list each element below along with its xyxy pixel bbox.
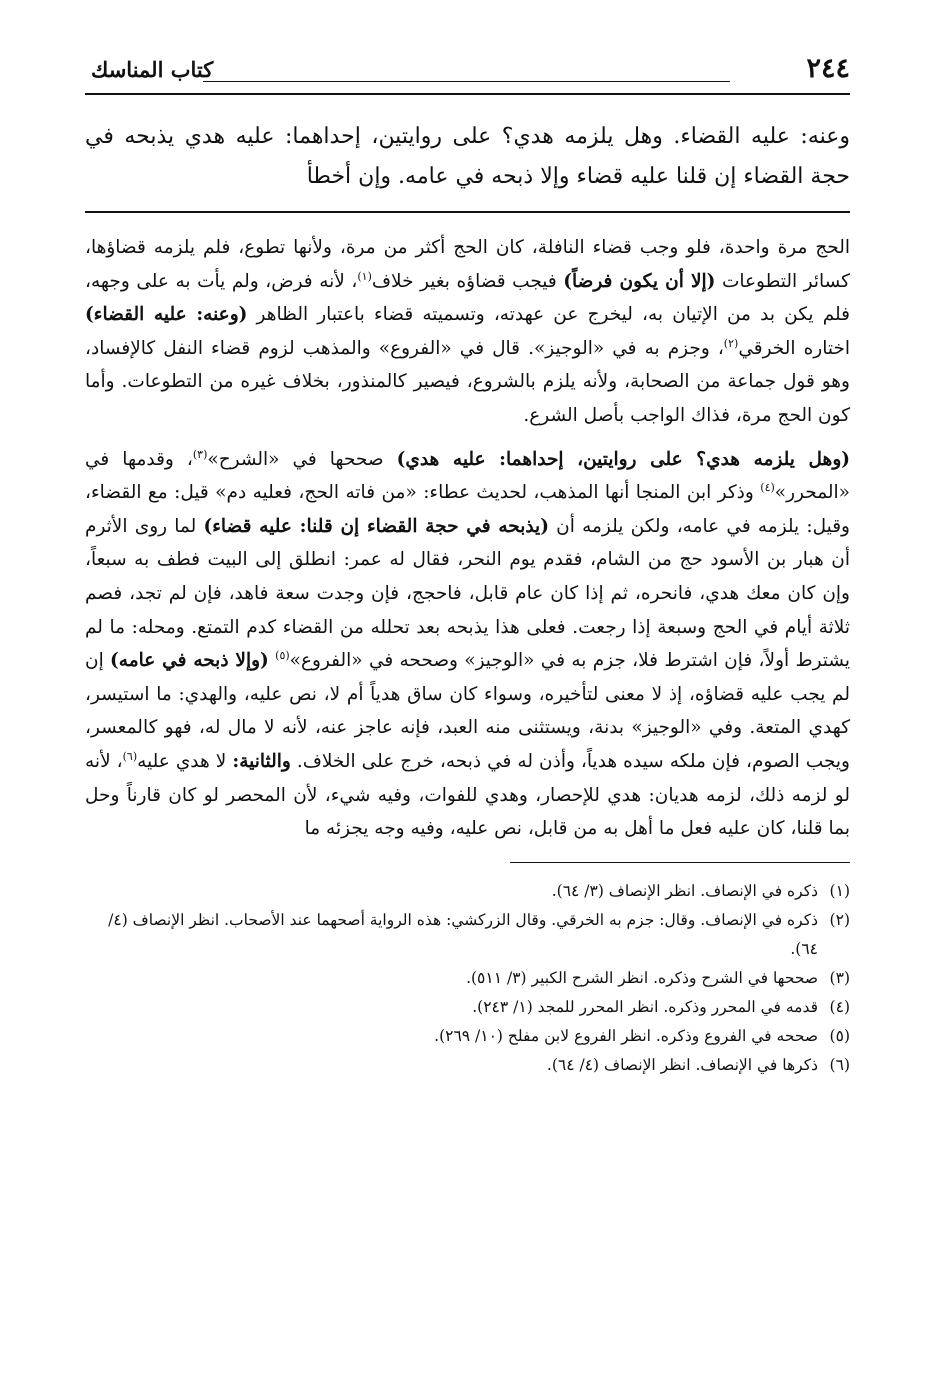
footnotes	[85, 877, 850, 1080]
footnote	[85, 877, 850, 906]
text-run: الحج مرة واحدة، فلو وجب قضاء النافلة، كان الحج أكثر من مرة، ولأنها تطوع، فلم يلزمه قضاؤها، كسائر التطوعات	[85, 237, 850, 292]
footnote-ref[interactable]: (٣)	[192, 447, 208, 461]
commentary-paragraph	[85, 443, 850, 846]
footnote-separator	[510, 862, 850, 863]
footnote-number: (٦)	[829, 1055, 850, 1074]
footnote-number: (١)	[829, 881, 850, 900]
footnote-number: (٣)	[829, 968, 850, 987]
footnote-text: ذكرها في الإنصاف. انظر الإنصاف (٤/ ٦٤).	[546, 1055, 818, 1074]
footnote	[85, 1022, 850, 1051]
footnote-text: قدمه في المحرر وذكره. انظر المحرر للمجد (١/ ٢٤٣).	[472, 997, 818, 1016]
header-rule	[85, 93, 850, 95]
text-run: وذكر ابن المنجا أنها المذهب، لحديث عطاء: «من فاته الحج، فعليه دم» قيل: مع القضاء، وقيل: يلزمه في عامه، ولكن يلزمه أن	[85, 482, 850, 537]
footnote-ref[interactable]: (٢)	[723, 336, 739, 350]
footnote	[85, 993, 850, 1022]
footnote-number: (٢)	[829, 910, 850, 929]
text-run: ، لأنه لو لزمه ذلك، لزمه هديان: هدي للإحصار، وهدي للفوات، وفيه شيء، لأن المحصر لو كان قارناً وحل بما قلنا، كان عليه فعل ما أهل به من قابل، نص عليه، وفيه وجه يجزئه ما	[85, 750, 850, 840]
text-run: ، وجزم به في «الوجيز». قال في «الفروع» والمذهب لزوم قضاء النفل كالإفساد، وهو قول جماعة من الصحابة، ولأنه يلزم بالشروع، فيصير كالمنذور، بخلاف غيره من التطوعات. وأما كون الحج مرة، فذاك الواجب بأصل الشرع.	[85, 337, 850, 426]
quoted-matn: (إلا أن يكون فرضاً)	[563, 270, 716, 292]
text-run: لما روى الأثرم أن هبار بن الأسود حج من الشام، فقدم يوم النحر، فقال له عمر: انطلق إلى البيت فطف به سبعاً، وإن كان معك هدي، فانحره، ثم إذا كان عام قابل، فاحجج، فإن وجدت سعة فاهد، فإن لم تجد، فصم ثلاثة أيام في الحج وسبعة إذا رجعت. فعلى هذا يذبحه بعد تحلله من القضاء كدم التمتع. ومحله: ما لم يشترط أولاً، فإن اشترط فلا، جزم به في «الوجيز» وصححه في «الفروع»	[85, 515, 851, 672]
footnote-number: (٥)	[829, 1026, 850, 1045]
header-thin-rule	[203, 81, 730, 82]
running-title: كتاب المناسك	[91, 57, 214, 82]
footnote-text: صححه في الفروع وذكره. انظر الفروع لابن مفلح (١٠/ ٢٦٩).	[434, 1026, 818, 1045]
commentary-paragraph	[85, 231, 850, 433]
quoted-matn: (وإلا ذبحه في عامه)	[110, 650, 269, 672]
quoted-matn: (وعنه: عليه القضاء)	[85, 304, 248, 326]
footnote-number: (٤)	[829, 997, 850, 1016]
quoted-matn: (وهل يلزمه هدي؟ على روايتين، إحداهما: عليه هدي)	[396, 448, 850, 470]
text-run: صححها في «الشرح»	[207, 448, 397, 470]
footnote-ref[interactable]: (٦)	[122, 749, 138, 763]
page-header	[85, 45, 850, 97]
text-run: اختاره الخرقي	[738, 337, 850, 359]
footnote	[85, 1051, 850, 1080]
main-text-separator	[85, 211, 850, 213]
page-number: ٢٤٤	[806, 53, 850, 84]
footnote-ref[interactable]: (٥)	[275, 648, 290, 662]
text-run: ، لأنه فرض، ولم يأت به على وجهه، فلم يكن بد من الإتيان به، ليخرج عن عهدته، وتسميته قضاء باعتبار الظاهر	[85, 270, 850, 326]
footnote-text: ذكره في الإنصاف. انظر الإنصاف (٣/ ٦٤).	[551, 881, 818, 900]
text-run: لا هدي عليه	[137, 750, 233, 772]
text-run: إن لم يجب عليه قضاؤه، إذ لا معنى لتأخيره، وسواء كان ساق هدياً أم لا، نص عليه، والهدي: ما استيسر، كهدي المتعة. وفي «الوجيز» بدنة، ويستثنى منه العبد، فإنه عاجز عنه، لأنه لا مال له، فهو كالمعسر، ويجب الصوم، فإن ملكه سيده هدياً، وأذن له في ذبحه، خرج على الخلاف.	[85, 650, 850, 772]
footnote	[85, 906, 850, 964]
footnote-text: ذكره في الإنصاف. وقال: جزم به الخرقي. وقال الزركشي: هذه الرواية أصحهما عند الأصحاب. انظر الإنصاف (٤/ ٦٤).	[108, 910, 818, 958]
text-run: فيجب قضاؤه بغير خلاف	[371, 270, 564, 292]
footnote-text: صححها في الشرح وذكره. انظر الشرح الكبير (٣/ ٥١١).	[466, 968, 818, 987]
quoted-matn: والثانية:	[232, 750, 291, 772]
quoted-matn: (يذبحه في حجة القضاء إن قلنا: عليه قضاء)	[203, 515, 549, 537]
commentary	[85, 231, 850, 846]
text-run: ، وقدمها في «المحرر»	[85, 448, 850, 504]
footnote-ref[interactable]: (١)	[357, 269, 372, 283]
footnote	[85, 964, 850, 993]
book-page	[85, 45, 850, 1345]
main-text: وعنه: عليه القضاء. وهل يلزمه هدي؟ على روايتين، إحداهما: عليه هدي يذبحه في حجة القضاء إن قلنا عليه قضاء وإلا ذبحه في عامه. وإن أخطأ	[85, 124, 850, 189]
footnote-ref[interactable]: (٤)	[760, 481, 775, 494]
